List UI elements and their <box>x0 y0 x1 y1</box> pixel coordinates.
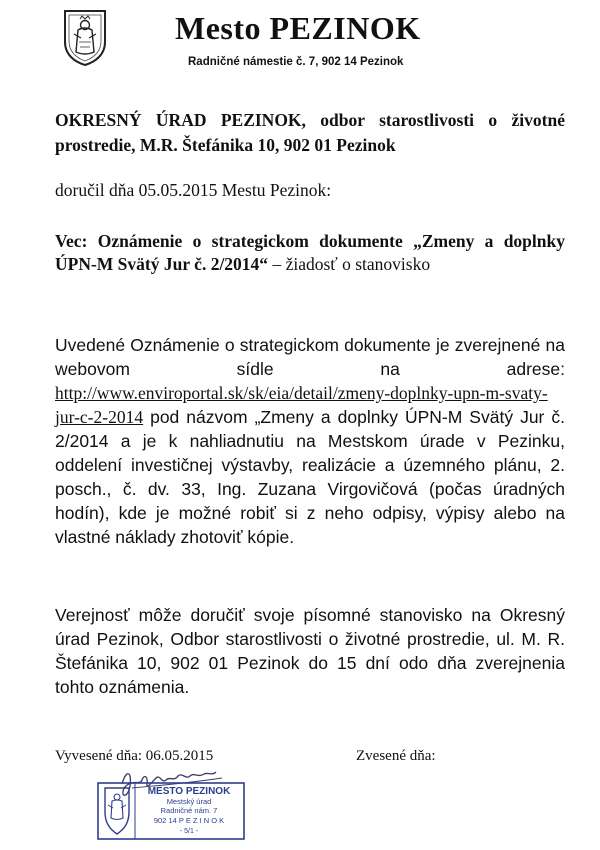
stamp-line-5: - 5/1 - <box>179 828 199 835</box>
subject-title: Vec: Oznámenie o strategickom dokumente „Zmeny a doplnky ÚPN-M Svätý Jur č. 2/2014“ <box>55 231 565 274</box>
stamp-line-1: MESTO PEZINOK <box>147 786 231 797</box>
city-crest-icon <box>62 8 108 66</box>
posted-date: Vyvesené dňa: 06.05.2015 <box>55 748 214 764</box>
subject-request: – žiadosť o stanovisko <box>268 254 431 274</box>
enviroportal-link[interactable]: http://www.enviroportal.sk/sk/eia/detail/zmeny-doplnky-upn-m-svaty-jur-c-2-2014 <box>55 383 548 427</box>
stamp-crest-icon <box>105 788 129 834</box>
office-stamp <box>97 782 245 840</box>
city-title: Mesto PEZINOK <box>175 10 421 46</box>
addressee: OKRESNÝ ÚRAD PEZINOK, odbor starostlivosti o životné prostredie, M.R. Štefánika 10, 902 01 Pezinok <box>55 110 565 155</box>
removed-date: Zvesené dňa: <box>356 748 436 764</box>
subject <box>55 230 565 276</box>
paragraph-details: pod názvom „Zmeny a doplnky ÚPN-M Svätý Jur č. 2/2014 a je k nahliadnutiu na Mestskom úrade v Pezinku, oddelení investičnej výstavby, realizácie a územného plánu, 2. posch., č. dv. 33, Ing. Zuzana Virgovičová (počas úradných hodín), kde je možné robiť si z neho odpisy, výpisy alebo na vlastné náklady zhotoviť kópie. <box>55 407 565 547</box>
public-comment-paragraph: Verejnosť môže doručiť svoje písomné stanovisko na Okresný úrad Pezinok, Odbor starostlivosti o životné prostredie, ul. M. R. Štefánika 10, 902 01 Pezinok do 15 dní odo dňa zverejnenia tohto oznámenia. <box>55 605 565 697</box>
announcement-paragraph <box>55 333 565 549</box>
city-address: Radničné námestie č. 7, 902 14 Pezinok <box>188 56 404 68</box>
delivery-note: doručil dňa 05.05.2015 Mestu Pezinok: <box>55 180 332 200</box>
stamp-line-4: 902 14 P E Z I N O K <box>153 816 225 825</box>
stamp-line-3: Radničné nám. 7 <box>160 806 218 815</box>
stamp-line-2: Mestský úrad <box>166 797 212 806</box>
paragraph-intro: Uvedené Oznámenie o strategickom dokumente je zverejnené na webovom sídle na adrese: <box>55 335 565 379</box>
